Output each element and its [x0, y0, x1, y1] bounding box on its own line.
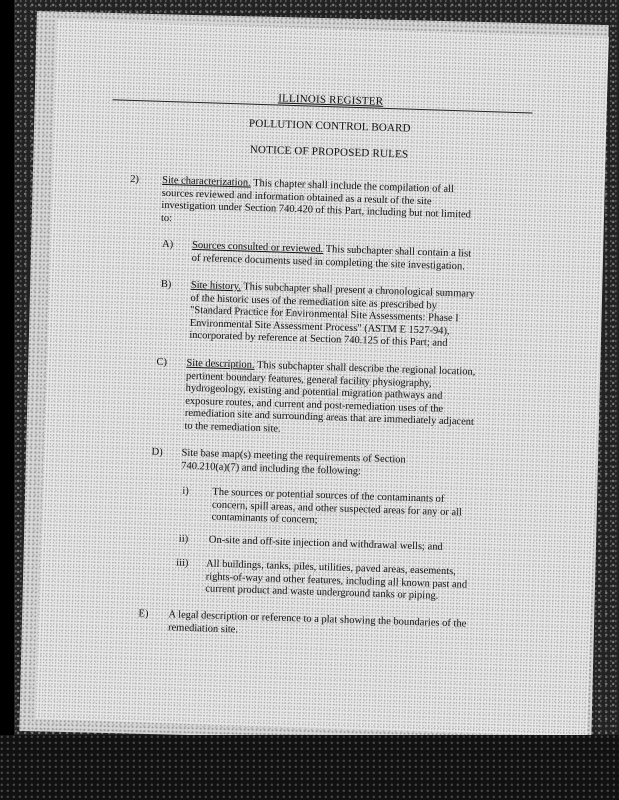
item-a-paragraph [191, 240, 482, 274]
section-number: 2) [129, 173, 140, 186]
item-a-label: A) [161, 238, 174, 251]
item-b-title: Site history. [190, 279, 242, 293]
subitem-ii-label: ii) [178, 533, 189, 545]
register-heading: ILLINOIS REGISTER [277, 92, 384, 108]
item-d-text: Site base map(s) meeting the requirements of Section 740.210(a)(7) and including the following: [181, 447, 406, 477]
section-2-paragraph [161, 175, 482, 235]
scan-left-edge [0, 0, 14, 800]
item-e-label: E) [138, 608, 149, 620]
item-c-text: This subchapter shall describe the regional location, pertinent boundary features, general facility physiography, hydrogeology, existing and potential migration pathways and exposure routes, and current and post-remediation uses of the remediation site and surrounding areas that are immediately adjacent to the remediation site. [184, 359, 476, 435]
subitem-ii-text: On-site and off-site injection and withdrawal wells; and [208, 534, 443, 553]
section-2-text: This chapter shall include the compilation of all sources reviewed and information obtained as a result of the site investigation under Section 740.420 of this Part, including but not limited to: [160, 177, 472, 224]
item-c-label: C) [156, 356, 168, 369]
item-b-text: This subchapter shall present a chronological summary of the historic uses of the remediation site as prescribed by "Standard Practice for Environmental Site Assessments: Phase I Environmental Site Assessment Process" (ASTM E 1527-94), incorporated by reference at Section 740.125 of this Part; and [189, 281, 475, 349]
document-page [35, 20, 609, 737]
subitem-iii-label: iii) [175, 557, 189, 569]
section-2-title: Site characterization. [161, 174, 251, 189]
item-c-paragraph [184, 358, 476, 442]
item-a-text: This subchapter shall contain a list of reference documents used in completing the site investigation. [191, 243, 472, 272]
item-c-title: Site description. [186, 357, 255, 371]
item-b-label: B) [160, 278, 172, 291]
item-a-title: Sources consulted or reviewed. [191, 239, 324, 255]
scan-bottom-edge [0, 735, 619, 800]
subitem-iii-text: All buildings, tanks, piles, utilities, paved areas, easements, rights-of-way and other features, including all known past and current product and waste underground tanks or piping. [205, 558, 468, 602]
notice-heading: NOTICE OF PROPOSED RULES [249, 143, 409, 161]
board-heading: POLLUTION CONTROL BOARD [248, 117, 411, 135]
subitem-i-label: i) [182, 485, 189, 497]
item-e-text: A legal description or reference to a plat showing the boundaries of the remediation site. [167, 609, 467, 635]
item-d-label: D) [151, 446, 163, 459]
subitem-i-text: The sources or potential sources of the contaminants of concern, spill areas, and other suspected areas for any or all contaminants of concern; [211, 486, 463, 526]
item-b-paragraph [189, 280, 481, 352]
